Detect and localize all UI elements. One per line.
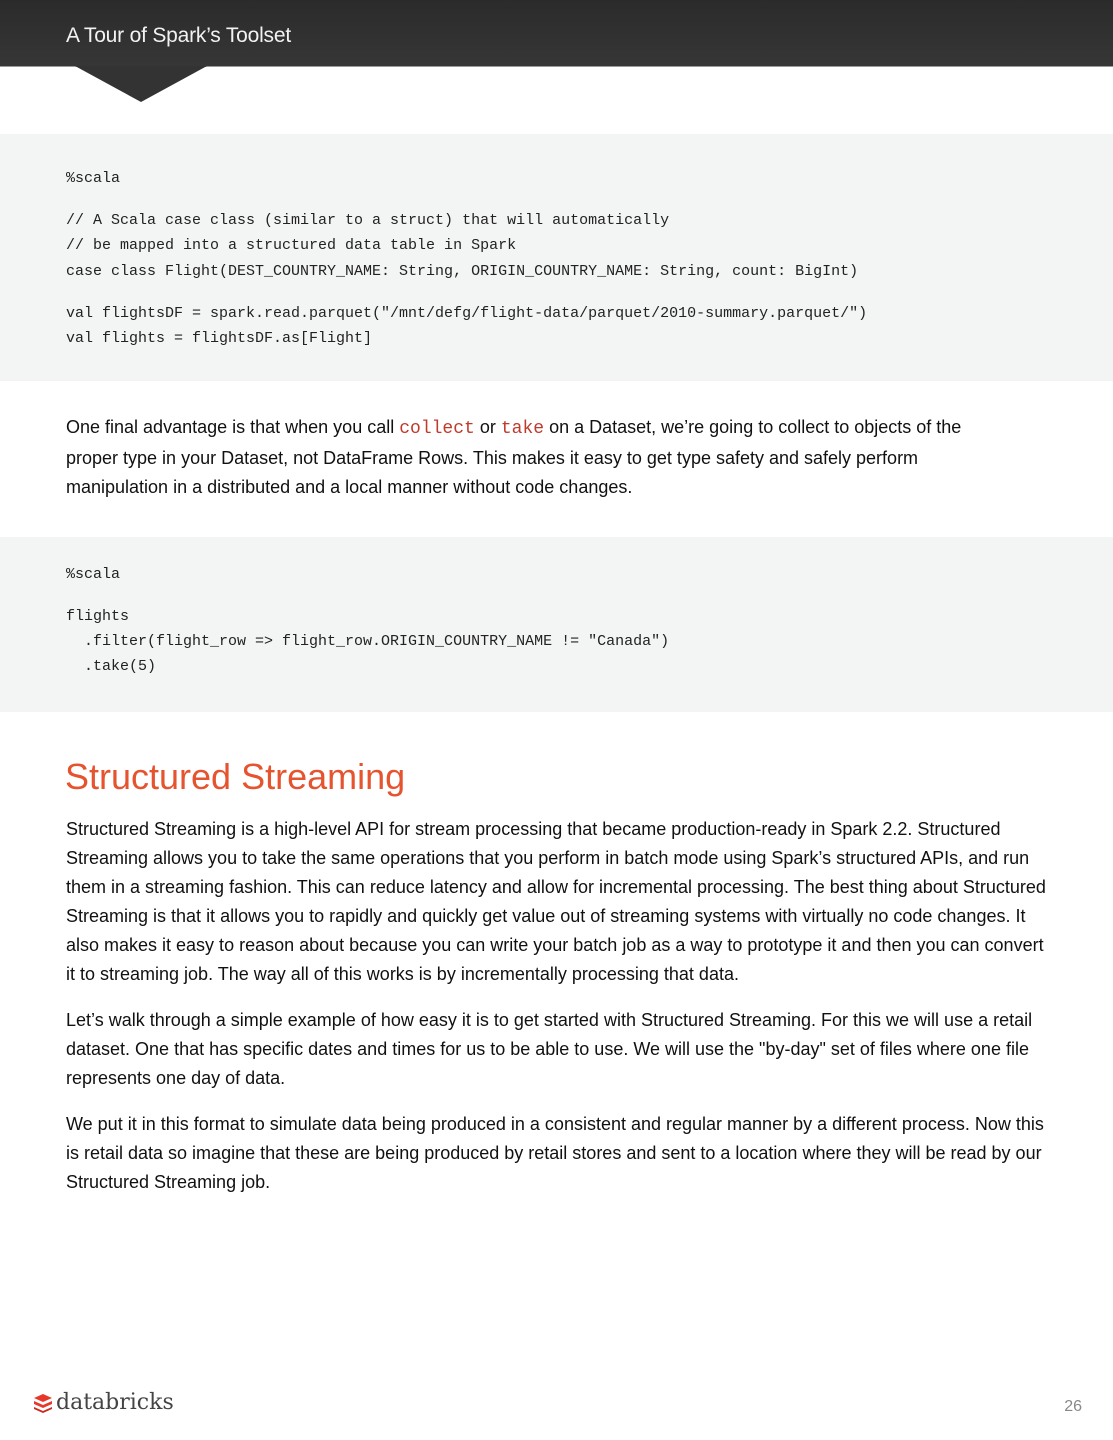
inline-code-collect: collect <box>399 419 475 439</box>
text: or <box>474 417 501 437</box>
logo-text: databricks <box>56 1390 174 1415</box>
code-line: flights <box>66 608 130 625</box>
code-line: %scala <box>66 566 121 583</box>
header-notch <box>75 66 207 102</box>
code-line: case class Flight(DEST_COUNTRY_NAME: String, ORIGIN_COUNTRY_NAME: String, count: BigInt) <box>66 263 859 280</box>
databricks-logo <box>33 1390 174 1415</box>
code-line: val flightsDF = spark.read.parquet("/mnt/defg/flight-data/parquet/2010-summary.parquet/") <box>66 305 868 322</box>
code-block-1 <box>0 134 1113 381</box>
databricks-stack-icon <box>33 1393 53 1413</box>
inline-code-take: take <box>500 419 545 439</box>
code-line: val flights = flightsDF.as[Flight] <box>66 330 373 347</box>
section-heading: Structured Streaming <box>65 756 406 797</box>
paragraph: We put it in this format to simulate data being produced in a consistent and regular manner by a different process. Now this is retail data so imagine that these are being produced by retail stores and sent to a location where they will be read by our Structured Streaming job. <box>66 1114 1044 1192</box>
paragraph <box>66 413 986 502</box>
code-line: %scala <box>66 170 121 187</box>
code-line: // A Scala case class (similar to a struct) that will automatically <box>66 212 670 229</box>
code-block-2 <box>0 537 1113 712</box>
page-number: 26 <box>1064 1398 1082 1415</box>
paragraph: Let’s walk through a simple example of how easy it is to get started with Structured Streaming. For this we will use a retail dataset. One that has specific dates and times for us to be able to use. We will use the "by-day" set of files where one file represents one day of data. <box>66 1010 1033 1088</box>
text: on a Dataset, we’re going to collect to objects of the proper type in your Dataset, not DataFrame Rows. This makes it easy to get type safety and safely perform manipulation in a distributed and a local manner without code changes. <box>66 417 962 497</box>
chapter-header <box>0 0 1113 67</box>
code-line: // be mapped into a structured data table in Spark <box>66 237 517 254</box>
code-line: .filter(flight_row => flight_row.ORIGIN_COUNTRY_NAME != "Canada") <box>66 633 670 650</box>
code-line: .take(5) <box>66 658 157 675</box>
text: One final advantage is that when you call <box>66 417 400 437</box>
chapter-title: A Tour of Spark’s Toolset <box>66 24 291 47</box>
paragraph: Structured Streaming is a high-level API for stream processing that became production-ready in Spark 2.2. Structured Streaming allows you to take the same operations that you perform in batch mode using Spark’s structured APIs, and run them in a streaming fashion. This can reduce latency and allow for incremental processing. The best thing about Structured Streaming is that it allows you to rapidly and quickly get value out of streaming systems with virtually no code changes. It also makes it easy to reason about because you can write your batch job as a way to prototype it and then you can convert it to streaming job. The way all of this works is by incrementally processing that data. <box>66 819 1046 984</box>
